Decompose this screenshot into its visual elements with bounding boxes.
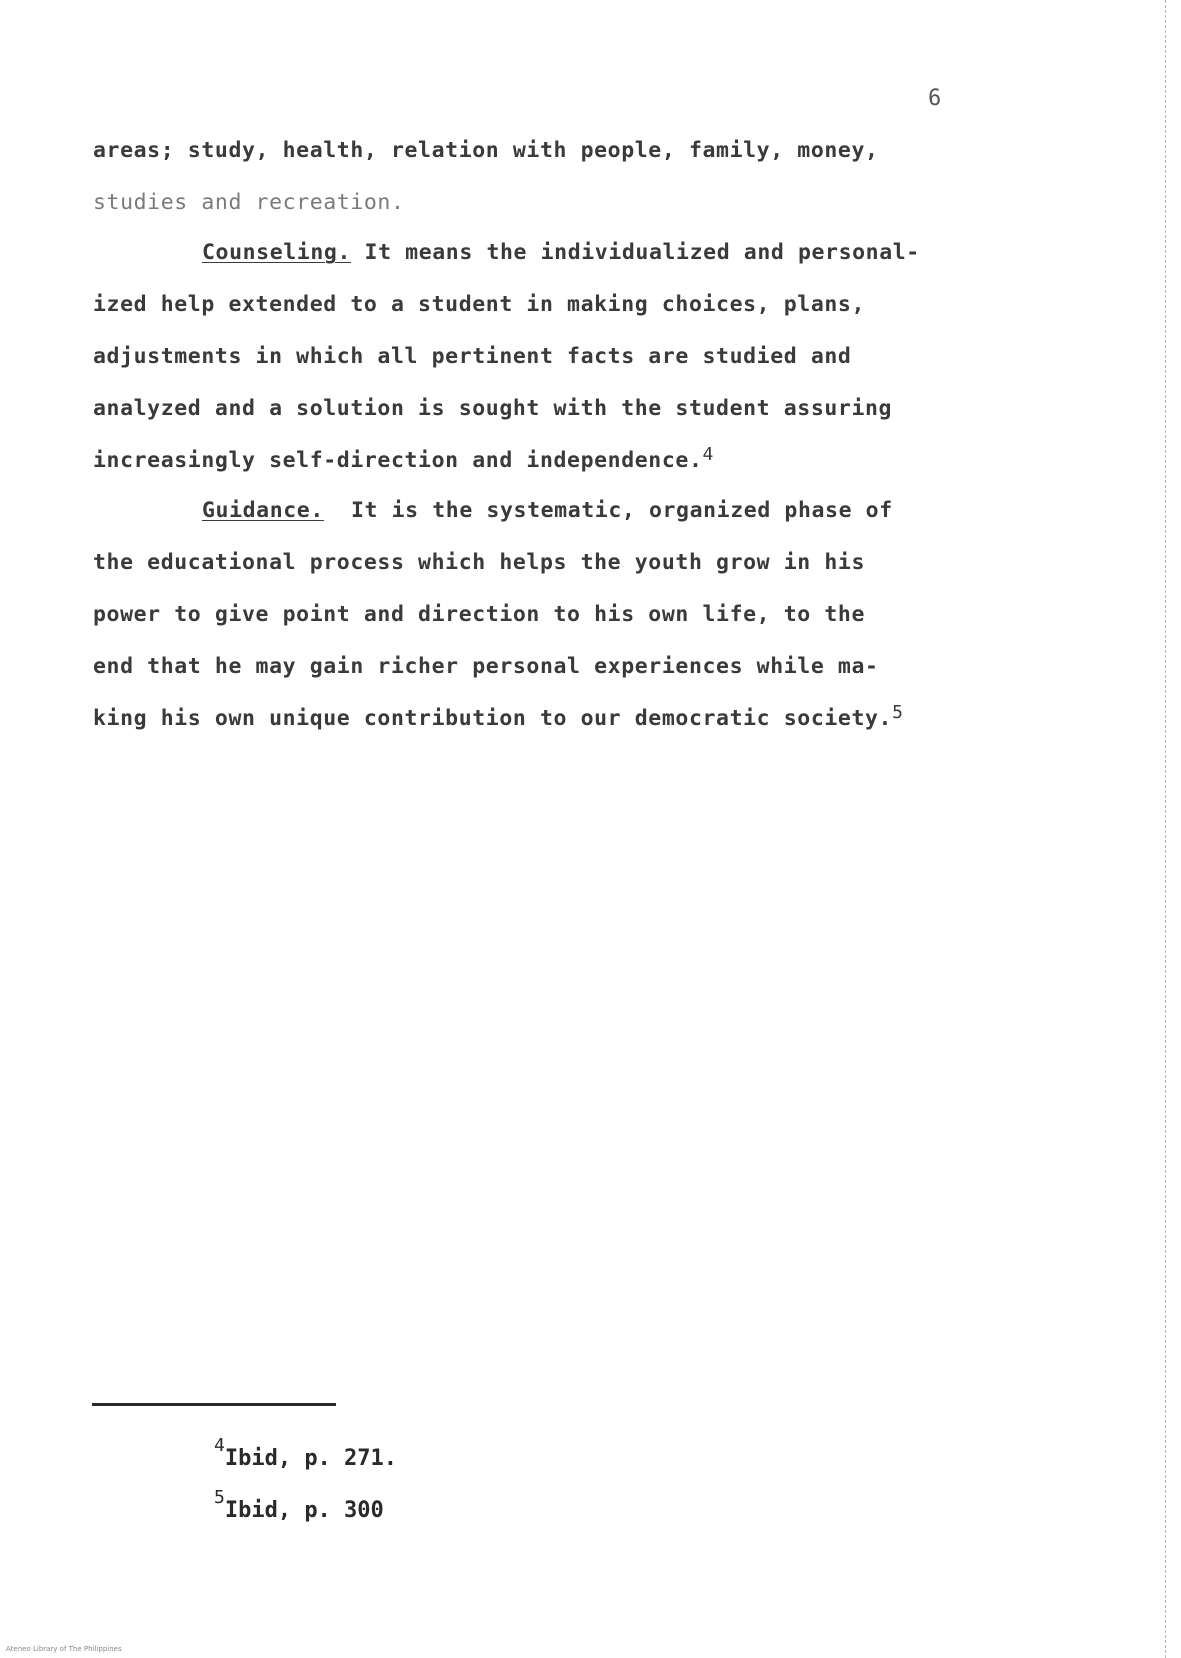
footnote-4 xyxy=(214,1435,398,1471)
counseling-line-3: adjustments in which all pertinent facts are studied and xyxy=(93,344,852,369)
archive-footer: Ateneo Library of The Philippines xyxy=(6,1645,122,1653)
counseling-line-5 xyxy=(93,446,714,476)
footnote-rule xyxy=(92,1403,336,1406)
guidance-line-4: end that he may gain richer personal experiences while ma- xyxy=(93,654,879,679)
guidance-line-1 xyxy=(202,496,893,526)
footnote-5 xyxy=(214,1487,384,1523)
body-line-2: studies and recreation. xyxy=(93,190,405,215)
guidance-term: Guidance. xyxy=(202,498,324,523)
footnote-text-5: Ibid, p. 300 xyxy=(224,1498,384,1523)
footnote-mark-4: 4 xyxy=(214,1435,225,1456)
guidance-text-1: It is the systematic, organized phase of xyxy=(323,498,893,523)
scan-edge xyxy=(1165,0,1166,1658)
body-line-1: areas; study, health, relation with people, family, money, xyxy=(93,138,879,163)
counseling-line-1 xyxy=(202,238,920,268)
guidance-line-3: power to give point and direction to his own life, to the xyxy=(93,602,866,627)
guidance-line-2: the educational process which helps the youth grow in his xyxy=(93,550,866,575)
footnote-text-4: Ibid, p. 271. xyxy=(224,1446,398,1471)
counseling-text-1: It means the individualized and personal- xyxy=(351,240,920,265)
footnote-ref-5: 5 xyxy=(892,702,904,723)
counseling-line-4: analyzed and a solution is sought with the student assuring xyxy=(93,396,893,421)
footnote-mark-5: 5 xyxy=(214,1487,225,1508)
counseling-term: Counseling. xyxy=(202,240,351,265)
guidance-text-last: king his own unique contribution to our democratic society. xyxy=(93,706,893,731)
counseling-line-2: ized help extended to a student in making choices, plans, xyxy=(93,292,866,317)
footnote-ref-4: 4 xyxy=(702,444,714,465)
counseling-text-last: increasingly self-direction and independence. xyxy=(93,448,703,473)
page-number: 6 xyxy=(928,86,944,111)
guidance-line-5 xyxy=(93,704,904,734)
